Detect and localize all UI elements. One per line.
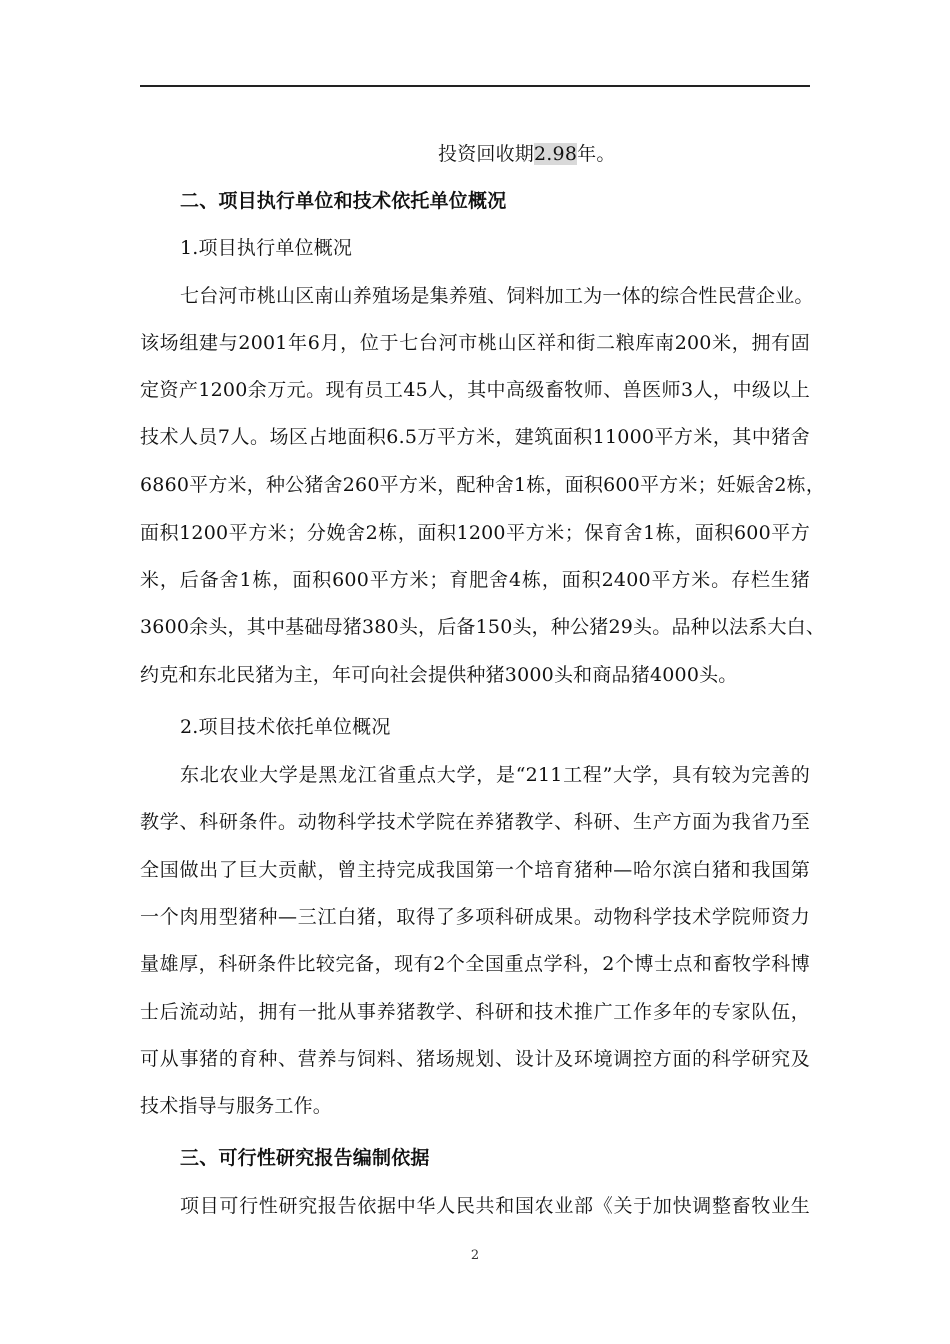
investment-value: 2.98 — [534, 143, 578, 165]
p2-line: 全国做出了巨大贡献，曾主持完成我国第一个培育猪种—哈尔滨白猪和我国第 — [140, 859, 810, 881]
investment-payback-line — [140, 134, 810, 174]
p2-line: 士后流动站，拥有一批从事养猪教学、科研和技术推广工作多年的专家队伍， — [140, 1001, 810, 1023]
document-body — [140, 0, 826, 1240]
p2-line: 一个肉用型猪种—三江白猪，取得了多项科研成果。动物科学技术学院师资力 — [140, 906, 810, 928]
p1-line: 6860平方米，种公猪舍260平方米，配种舍1栋，面积600平方米；妊娠舍2栋， — [140, 474, 826, 496]
p1-line: 米，后备舍1栋，面积600平方米；育肥舍4栋，面积2400平方米。存栏生猪 — [140, 569, 810, 591]
p2-line: 量雄厚，科研条件比较完备，现有2个全国重点学科，2个博士点和畜牧学科博 — [140, 953, 810, 975]
p1-line: 面积1200平方米；分娩舍2栋，面积1200平方米；保育舍1栋，面积600平方 — [140, 522, 810, 544]
investment-unit: 年。 — [577, 143, 616, 165]
section2-heading: 二、项目执行单位和技术依托单位概况 — [180, 190, 507, 212]
subsection2-heading: 2.项目技术依托单位概况 — [180, 716, 391, 738]
subsection1-heading: 1.项目执行单位概况 — [180, 237, 353, 259]
p2-line: 技术指导与服务工作。 — [140, 1095, 333, 1117]
p1-line: 3600余头，其中基础母猪380头，后备150头，种公猪29头。品种以法系大白、 — [140, 616, 826, 638]
page-number: 2 — [470, 1248, 480, 1263]
p1-line: 七台河市桃山区南山养殖场是集养殖、饲料加工为一体的综合性民营企业。 — [180, 285, 814, 307]
p2-line: 东北农业大学是黑龙江省重点大学，是“211工程”大学，具有较为完善的 — [180, 764, 810, 786]
p1-line: 该场组建与2001年6月，位于七台河市桃山区祥和街二粮库南200米，拥有固 — [140, 332, 810, 354]
p1-line: 技术人员7人。场区占地面积6.5万平方米，建筑面积11000平方米，其中猪舍 — [140, 426, 810, 448]
section3-heading: 三、可行性研究报告编制依据 — [180, 1147, 430, 1169]
investment-label: 投资回收期 — [438, 143, 535, 165]
p1-line: 约克和东北民猪为主，年可向社会提供种猪3000头和商品猪4000头。 — [140, 664, 738, 686]
p2-line: 教学、科研条件。动物科学技术学院在养猪教学、科研、生产方面为我省乃至 — [140, 811, 810, 833]
s3-p1-line: 项目可行性研究报告依据中华人民共和国农业部《关于加快调整畜牧业生 — [180, 1195, 810, 1217]
p2-line: 可从事猪的育种、营养与饲料、猪场规划、设计及环境调控方面的科学研究及 — [140, 1048, 810, 1070]
p1-line: 定资产1200余万元。现有员工45人，其中高级畜牧师、兽医师3人，中级以上 — [140, 379, 810, 401]
